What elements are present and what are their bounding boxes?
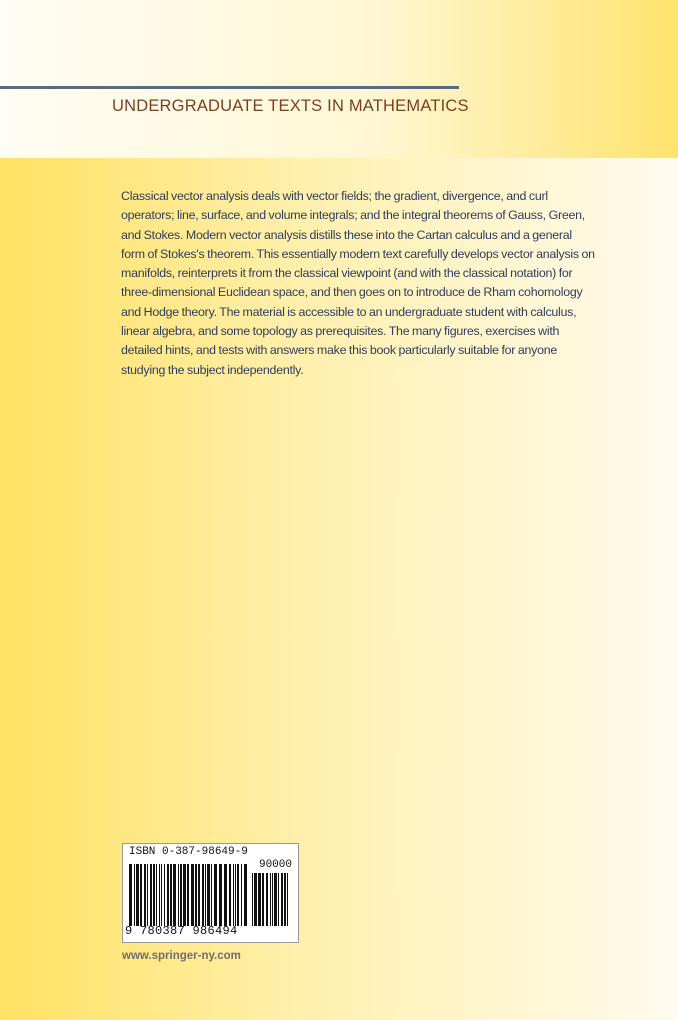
series-title: UNDERGRADUATE TEXTS IN MATHEMATICS	[112, 97, 469, 115]
price-code: 90000	[258, 859, 292, 871]
barcode-bars	[129, 864, 249, 926]
book-description: Classical vector analysis deals with vector fields; the gradient, divergence, and curl operators; line, surface, and volume integrals; and the integral theorems of Gauss, Green, and Stokes. Modern vector analysis distills these into the Cartan calculus and a general form of Stokes's theorem. This essentially modern text carefully develops vector analysis on manifolds, reinterprets it from the classical viewpoint (and with the classical notation) for three-dimensional Euclidean space, and then goes on to introduce de Rham cohomology and Hodge theory. The material is accessible to an undergraduate student with calculus, linear algebra, and some topology as prerequisites. The many figures, exercises with detailed hints, and tests with answers make this book particularly suitable for anyone studying the subject independently.	[121, 189, 595, 377]
supplement-barcode-bars	[252, 873, 292, 926]
ean-number: 9 780387 986494	[125, 924, 238, 938]
isbn-label: ISBN 0-387-98649-9	[129, 846, 248, 858]
header-rule	[0, 86, 459, 89]
publisher-website: www.springer-ny.com	[122, 950, 241, 962]
barcode	[122, 843, 299, 943]
header-band	[0, 0, 678, 158]
